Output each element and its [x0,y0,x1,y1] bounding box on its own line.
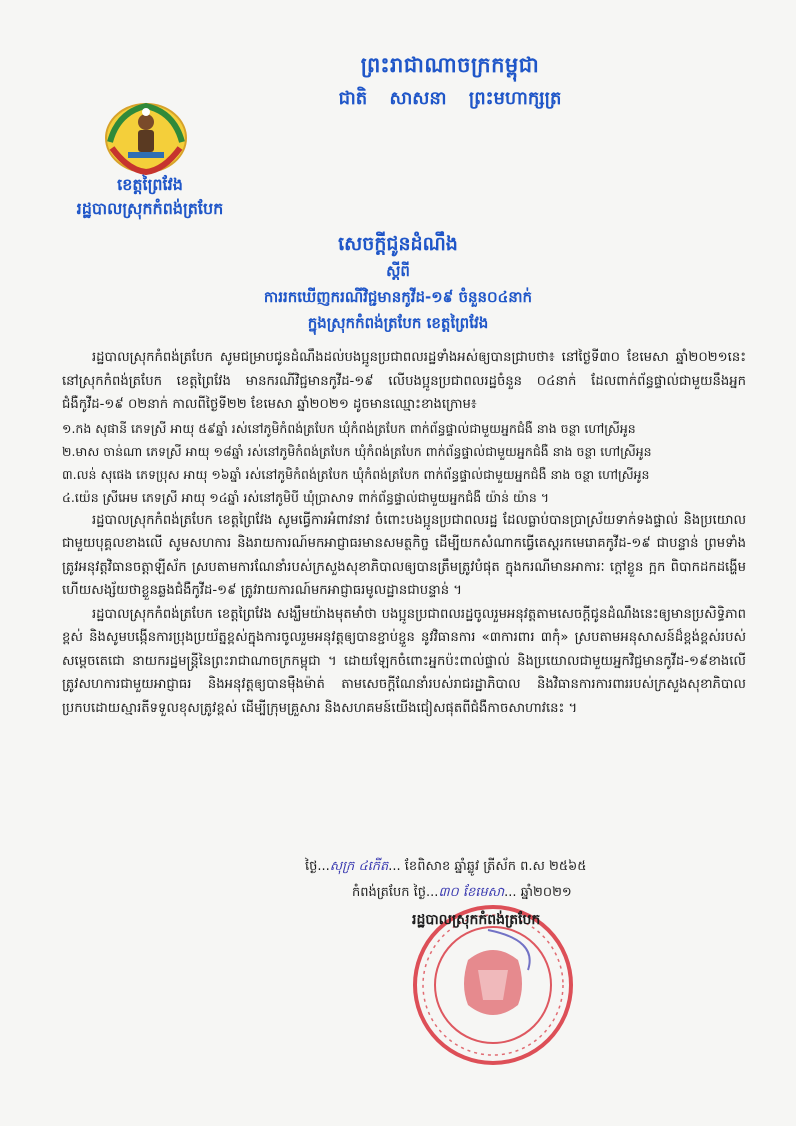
notice-subject-label: ស្តីពី [386,262,410,280]
case-list [62,417,746,509]
province-logo-icon [98,92,194,176]
lunar-day: ៤កើត [358,859,389,874]
notice-location: ក្នុងស្រុកកំពង់ត្របែក ខេត្តព្រៃវែង [307,314,489,332]
list-item: ២.មាស ចាន់ណា ភេទស្រី អាយុ ១៨ឆ្នាំ រស់នៅភូមិកំពង់ត្របែក ឃុំកំពង់ត្របែក ពាក់ព័ន្ធផ្ទាល់ជាមួយអ្នកជំងឺ នាង ចន្ថា ហៅស្រីអូន [62,443,652,459]
kingdom-title: ព្រះរាជាណាចក្រកម្ពុជា [360,53,540,77]
solar-day: ៣០ [438,885,459,900]
motto-religion: សាសនា [389,88,447,109]
lunar-date-prefix: ថ្ងៃ... [305,859,330,874]
paragraph-appeal: រដ្ឋបាលស្រុកកំពង់ត្របែក ខេត្តព្រៃវែង សូមធ្វើការអំពាវនាវ ចំពោះបងប្អូនប្រជាពលរដ្ឋ ដែលធ្លាប់បានប្រាស្រ័យទាក់ទងផ្ទាល់ និងប្រយោល ជាមួយបុគ្គលខាងលើ សូមសហការ និងរាយការណ៍មកអាជ្ញាធរមានសមត្ថកិច្ច ដើម្បីយកសំណាកធ្វើតេស្តរកមេរោគកូវីដ-១៩ ជាបន្ទាន់ ព្រមទាំងត្រូវអនុវត្តវិធានចត្តាឡីស័ក ស្របតាមការណែនាំរបស់ក្រសួងសុខាភិបាលឲ្យបានត្រឹមត្រូវបំផុត ក្នុងករណីមានអាការៈ ក្តៅខ្លួន ក្អក ពិបាកដកដង្ហើម ហើយសង្ស័យថាខ្លួនឆ្លងជំងឺកូវីដ-១៩ ត្រូវរាយការណ៍មកអាជ្ញាធរមូលដ្ឋានជាបន្ទាន់ ។ [62,512,746,598]
notice-title: សេចក្តីជូនដំណឹង [338,233,458,255]
province-name: ខេត្តព្រៃវែង [117,175,183,194]
notice-subject: ការរកឃើញករណីវិជ្ជមានកូវីដ-១៩ ចំនួន០៤នាក់ [263,288,533,306]
lunar-date-suffix: ... ខែពិសាខ ឆ្នាំឆ្លូវ ត្រីស័ក ព.ស ២៥៦៥ [388,859,587,874]
district-administration: រដ្ឋបាលស្រុកកំពង់ត្របែក [76,199,224,218]
solar-month: ខែមេសា [462,885,505,900]
paragraph-intro: រដ្ឋបាលស្រុកកំពង់ត្របែក សូមជម្រាបជូនដំណឹងដល់បងប្អូនប្រជាពលរដ្ឋទាំងអស់ឲ្យបានជ្រាបថា៖ នៅថ្ងៃទី៣០ ខែមេសា ឆ្នាំ២០២១នេះ នៅស្រុកកំពង់ត្របែក ខេត្តព្រៃវែង មានករណីវិជ្ជមានកូវីដ-១៩ លើបងប្អូនប្រជាពលរដ្ឋចំនួន ០៤នាក់ ដែលពាក់ព័ន្ធផ្ទាល់ជាមួយនឹងអ្នកជំងឺកូវីដ-១៩ ០២នាក់ កាលពីថ្ងៃទី២២ ខែមេសា ឆ្នាំ២០២១ ដូចមានឈ្មោះខាងក្រោម៖ [62,350,746,412]
signatory: រដ្ឋបាលស្រុកកំពង់ត្របែក [412,912,541,928]
notice-body [62,346,746,720]
list-item: ៣.លន់ សុផេង ភេទប្រុស អាយុ ១៦ឆ្នាំ រស់នៅភូមិកំពង់ត្របែក ឃុំកំពង់ត្របែក ពាក់ព័ន្ធផ្ទាល់ជាមួយអ្នកជំងឺ នាង ចន្ថា ហៅស្រីអូន [62,466,650,482]
paragraph-closing: រដ្ឋបាលស្រុកកំពង់ត្របែក ខេត្តព្រៃវែង សង្ឃឹមយ៉ាងមុតមាំថា បងប្អូនប្រជាពលរដ្ឋចូលរួមអនុវត្តតាមសេចក្តីជូនដំណឹងនេះឲ្យមានប្រសិទ្ធិភាពខ្ពស់ និងសូមបង្កើនការប្រុងប្រយ័ត្នខ្ពស់ក្នុងការចូលរួមអនុវត្តឲ្យបានខ្ជាប់ខ្ជួន នូវវិធានការ «៣ការពារ ៣កុំ» ស្របតាមអនុសាសន៍ដ៏ខ្ពង់ខ្ពស់របស់សម្តេចតេជោ នាយករដ្ឋមន្ត្រីនៃព្រះរាជាណាចក្រកម្ពុជា ។ ដោយឡែកចំពោះអ្នកប៉ះពាល់ផ្ទាល់ និងប្រយោលជាមួយអ្នកវិជ្ជមានកូវីដ-១៩ខាងលើ ត្រូវសហការជាមួយអាជ្ញាធរ និងអនុវត្តឲ្យបានម៉ឺងម៉ាត់ តាមសេចក្តីណែនាំរបស់រាជរដ្ឋាភិបាល និងវិធានការការពាររបស់ក្រសួងសុខាភិបាល ប្រកបដោយស្មារតីទទួលខុសត្រូវខ្ពស់ ដើម្បីក្រុមគ្រួសារ និងសហគមន៍យើងជៀសផុតពីជំងឺកាចសាហាវនេះ ។ [62,606,746,716]
motto-king: ព្រះមហាក្សត្រ [468,88,562,109]
place-date-prefix: កំពង់ត្របែក ថ្ងៃ... [352,885,439,900]
motto-nation: ជាតិ [338,88,368,109]
solar-date-suffix: ... ឆ្នាំ២០២១ [504,885,572,900]
lunar-date-line [305,858,705,877]
lunar-weekday: សុក្រ [329,859,355,874]
national-motto [250,86,650,113]
list-item: ៤.យ៉េន ស្រីអេម ភេទស្រី អាយុ ១៤ឆ្នាំ រស់នៅភូមិបី ឃុំប្រាសាទ ពាក់ព័ន្ធផ្ទាល់ជាមួយអ្នកជំងឺ យ៉ាន់ យ៉ាន ។ [62,489,550,505]
list-item: ១.កង សុផានី ភេទស្រី អាយុ ៥៩ឆ្នាំ រស់នៅភូមិកំពង់ត្របែក ឃុំកំពង់ត្របែក ពាក់ព័ន្ធផ្ទាល់ជាមួយអ្នកជំងឺ នាង ចន្ថា ហៅស្រីអូន [62,420,636,436]
